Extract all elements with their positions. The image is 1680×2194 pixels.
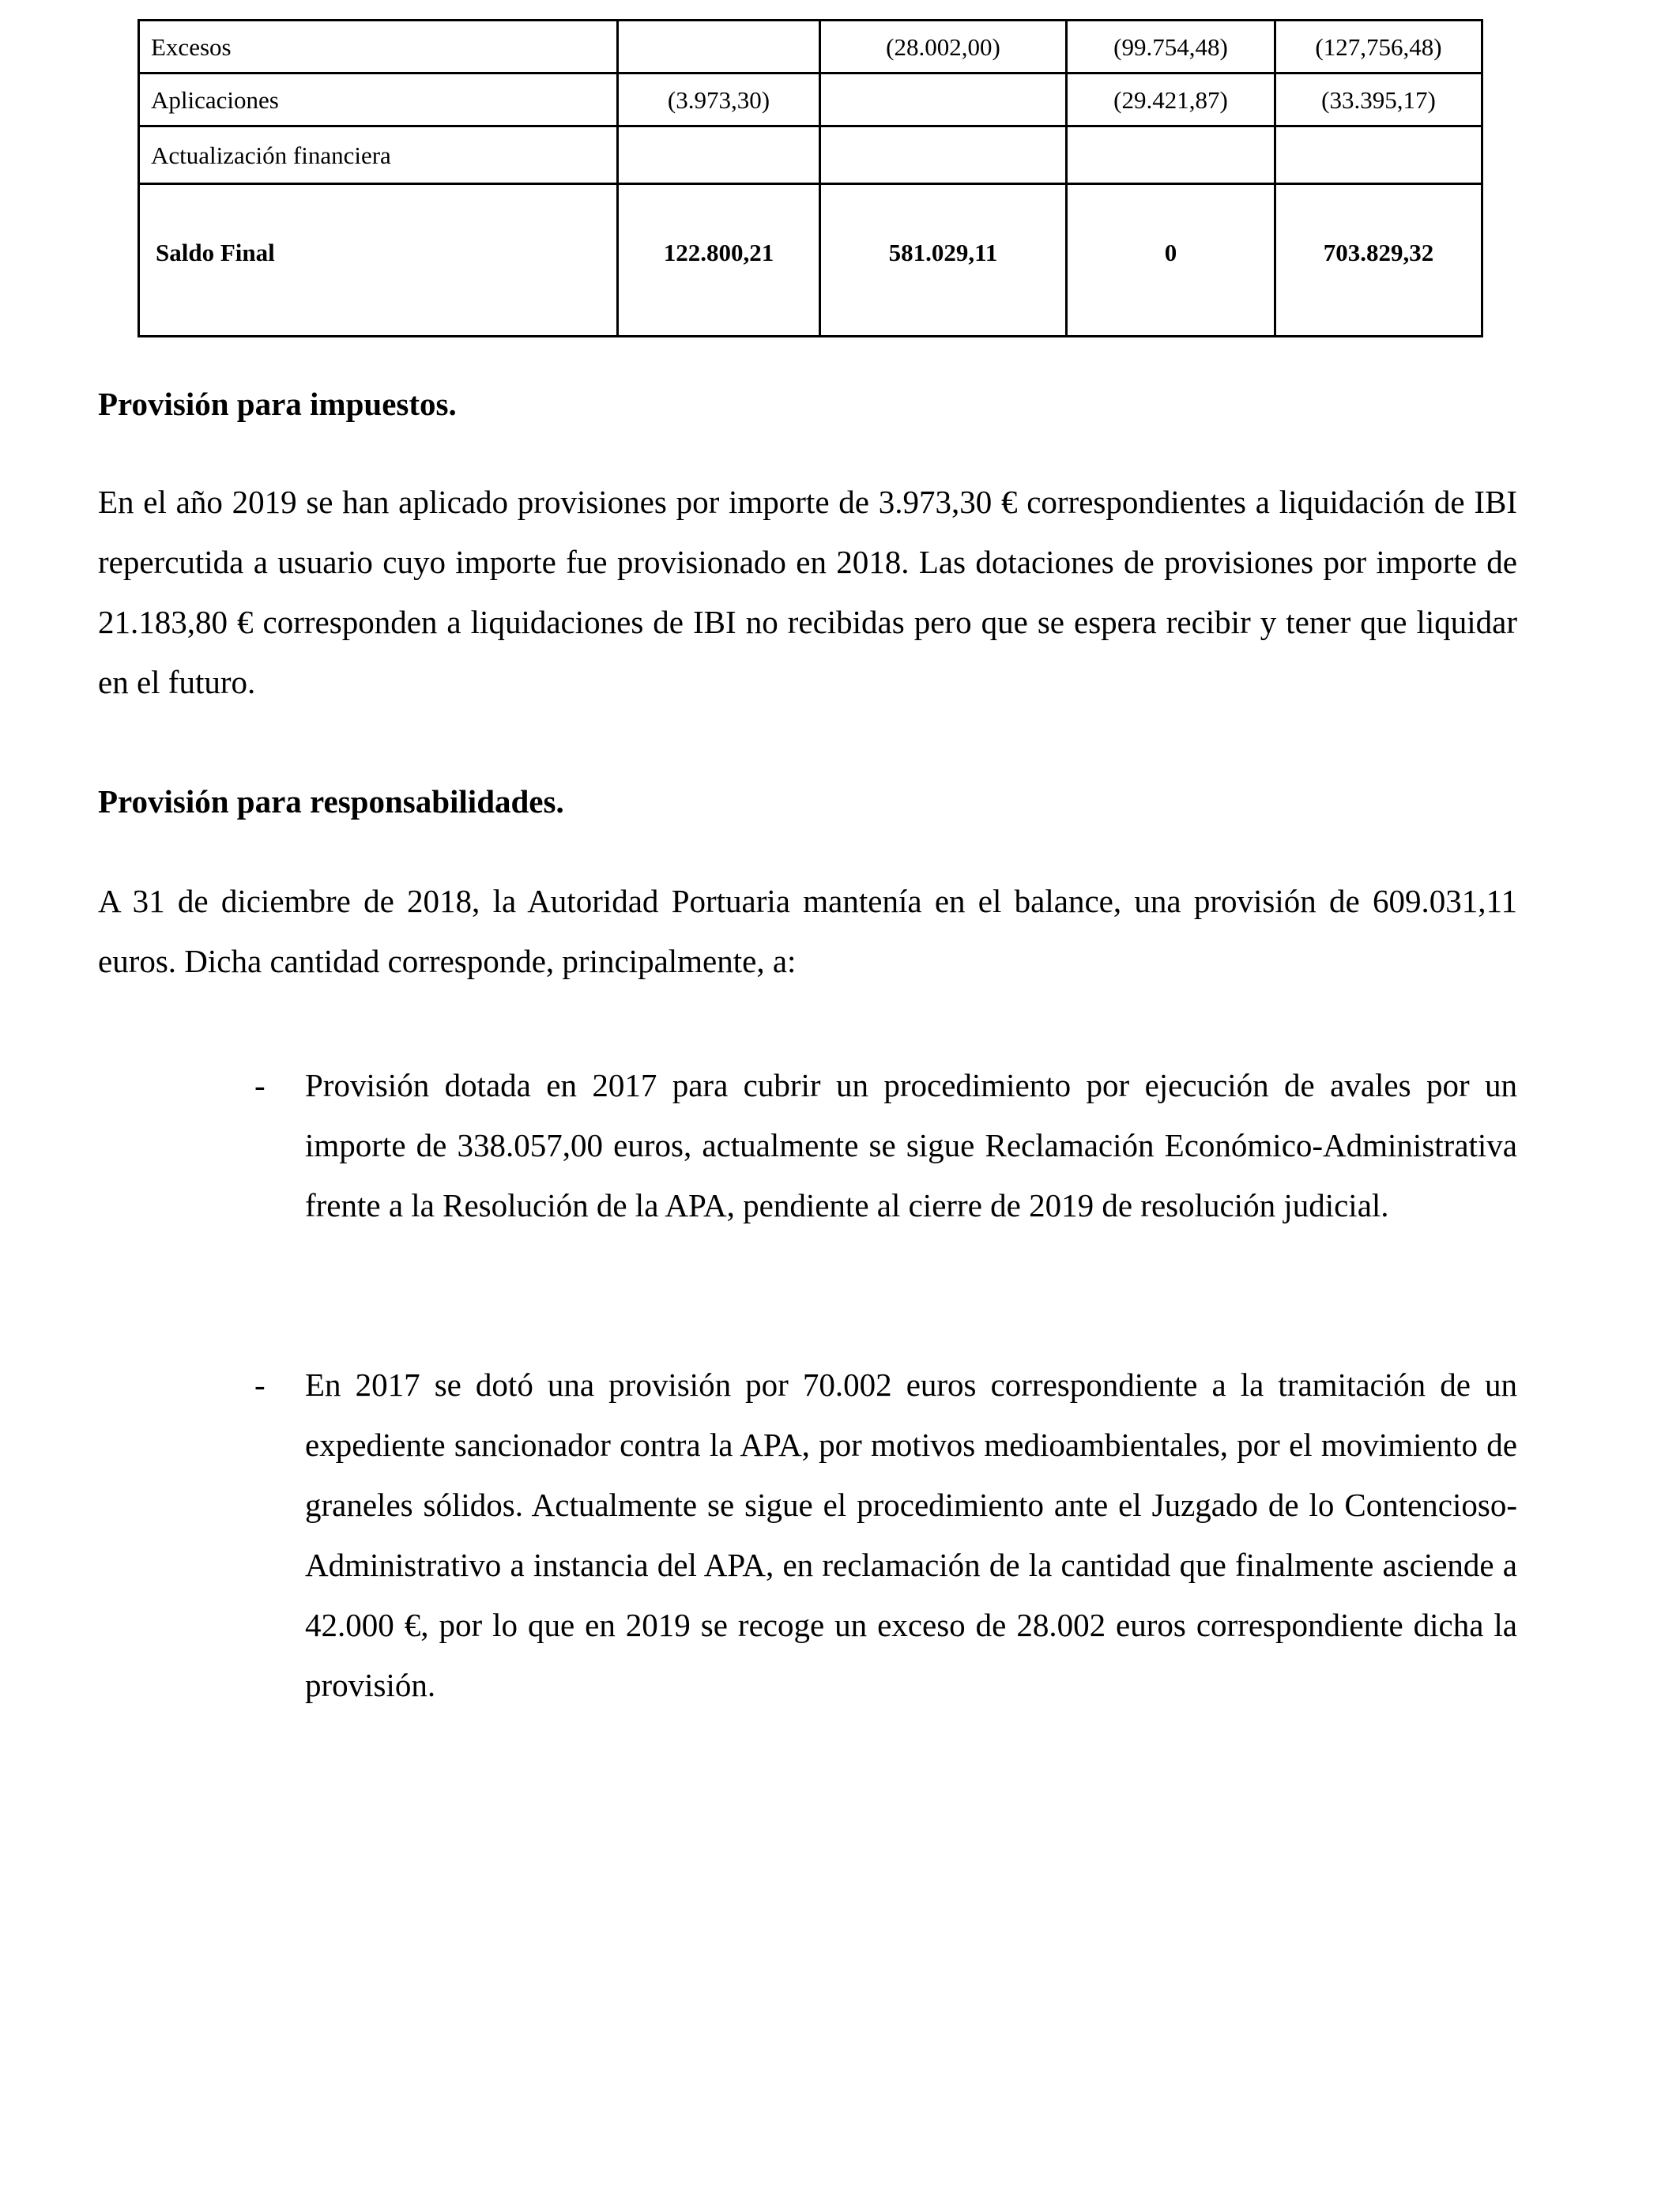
bullet-marker: - — [254, 1367, 266, 1403]
table-cell: (33.395,17) — [1275, 74, 1482, 126]
row-label: Actualización financiera — [139, 126, 618, 184]
table-row-aplicaciones — [139, 74, 1482, 126]
section-heading-responsabilidades: Provisión para responsabilidades. — [98, 783, 564, 820]
provisions-table — [137, 19, 1483, 337]
table-cell: (29.421,87) — [1067, 74, 1275, 126]
bullet-marker: - — [254, 1067, 266, 1103]
table-cell — [820, 126, 1067, 184]
table-cell: (28.002,00) — [820, 21, 1067, 74]
table-cell — [1067, 126, 1275, 184]
table-cell — [618, 21, 820, 74]
section-heading-impuestos: Provisión para impuestos. — [98, 386, 457, 422]
table-cell: 122.800,21 — [618, 184, 820, 337]
table-cell: 0 — [1067, 184, 1275, 337]
paragraph-impuestos: En el año 2019 se han aplicado provisiones por importe de 3.973,30 € correspondientes a liquidación de IBI repercutida a usuario cuyo importe fue provisionado en 2018. Las dotaciones de provisiones por importe de 21.183,80 € corresponden a liquidaciones de IBI no recibidas pero que se espera recibir y tener que liquidar en el futuro. — [98, 484, 1517, 700]
table-row-saldo-final — [139, 184, 1482, 337]
table-cell — [618, 126, 820, 184]
table-row-excesos — [139, 21, 1482, 74]
table-cell: (127,756,48) — [1275, 21, 1482, 74]
table-cell: (99.754,48) — [1067, 21, 1275, 74]
row-label: Saldo Final — [139, 184, 618, 337]
row-label: Aplicaciones — [139, 74, 618, 126]
table-cell: 581.029,11 — [820, 184, 1067, 337]
bullet-text: Provisión dotada en 2017 para cubrir un procedimiento por ejecución de avales por un importe de 338.057,00 euros, actualmente se sigue Reclamación Económico-Administrativa frente a la Resolución de la APA, pendiente al cierre de 2019 de resolución judicial. — [305, 1067, 1517, 1223]
table-row-actualizacion — [139, 126, 1482, 184]
bullet-text: En 2017 se dotó una provisión por 70.002 euros correspondiente a la tramitación de un expediente sancionador contra la APA, por motivos medioambientales, por el movimiento de graneles sólidos. Actualmente se sigue el procedimiento ante el Juzgado de lo Contencioso-Administrativo a instancia del APA, en reclamación de la cantidad que finalmente asciende a 42.000 €, por lo que en 2019 se recoge un exceso de 28.002 euros correspondiente dicha la provisión. — [305, 1367, 1517, 1703]
table-cell — [1275, 126, 1482, 184]
table-cell — [820, 74, 1067, 126]
paragraph-responsabilidades: A 31 de diciembre de 2018, la Autoridad Portuaria mantenía en el balance, una provisión de 609.031,11 euros. Dicha cantidad corresponde, principalmente, a: — [98, 883, 1517, 979]
table-cell: 703.829,32 — [1275, 184, 1482, 337]
table-cell: (3.973,30) — [618, 74, 820, 126]
row-label: Excesos — [139, 21, 618, 74]
